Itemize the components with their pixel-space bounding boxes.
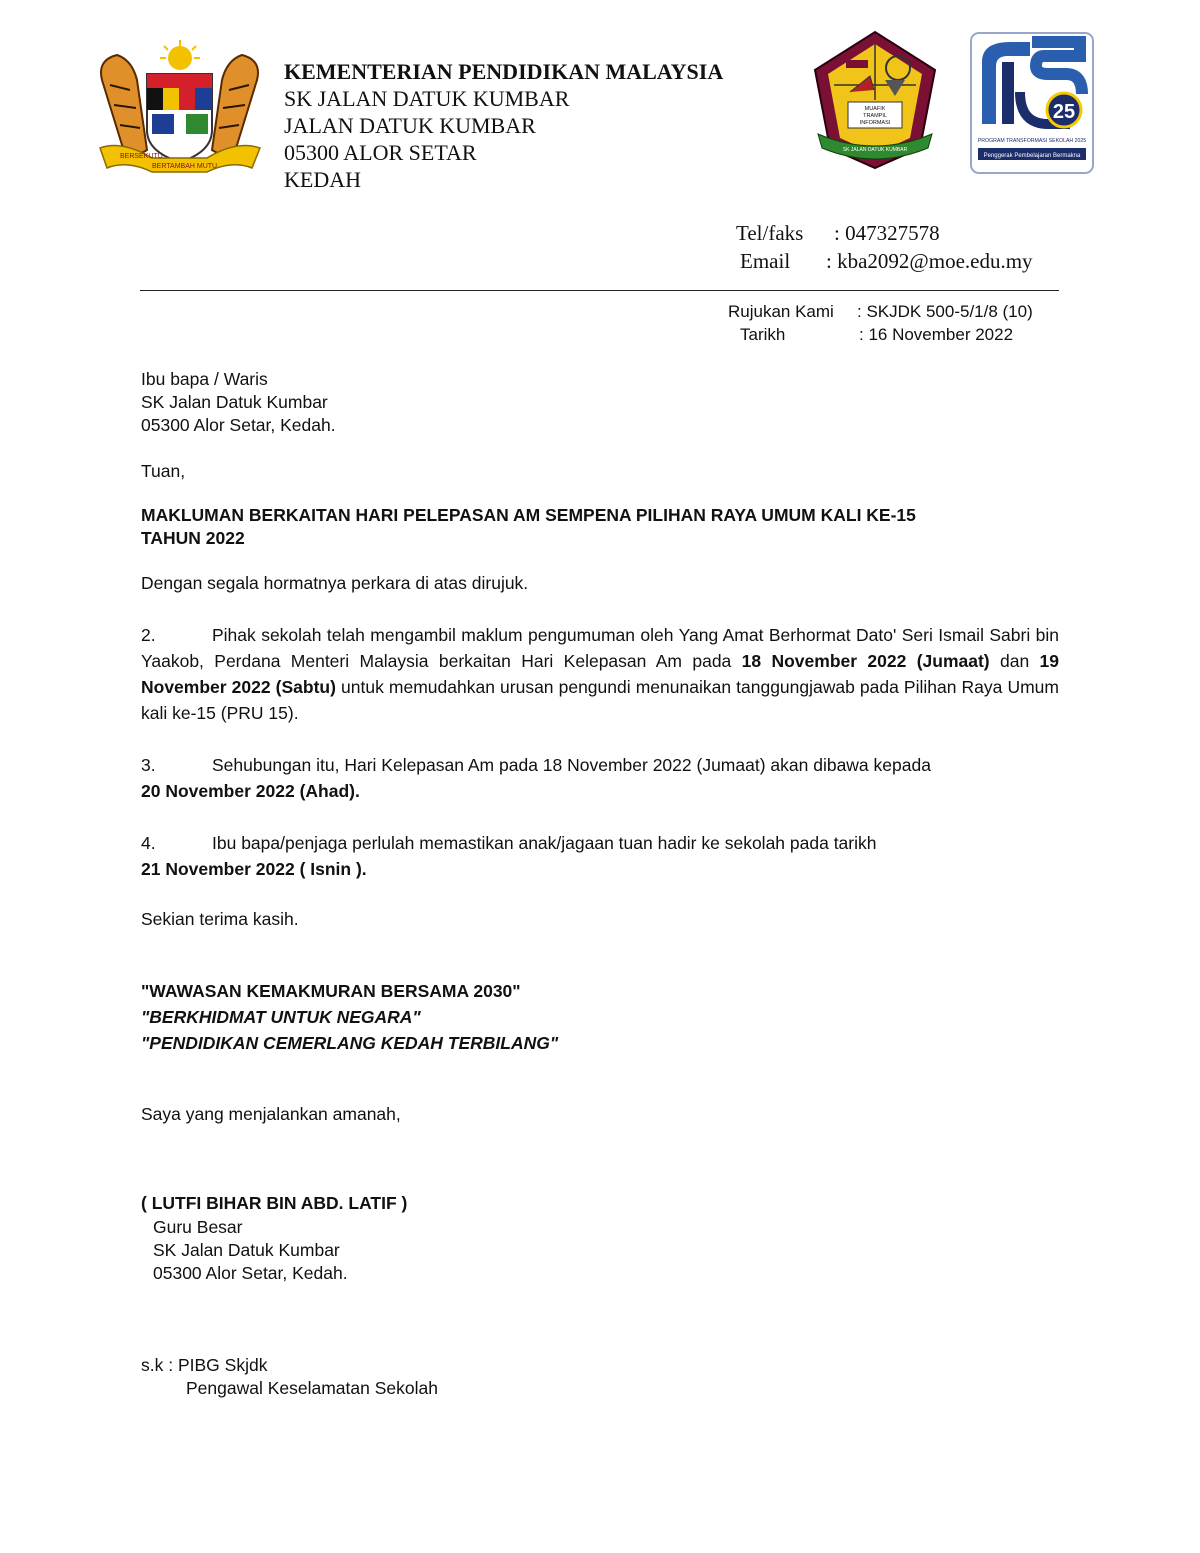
tel-label: Tel/faks	[736, 221, 804, 245]
school-address-line-1: JALAN DATUK KUMBAR	[284, 113, 536, 138]
date-value: : 16 November 2022	[859, 325, 1014, 344]
signature-intro: Saya yang menjalankan amanah,	[141, 1104, 401, 1124]
cc-item-2: Pengawal Keselamatan Sekolah	[186, 1378, 438, 1398]
paragraph-2-text-b: dan	[989, 651, 1040, 671]
motto-berkhidmat: "BERKHIDMAT UNTUK NEGARA"	[141, 1007, 421, 1027]
paragraph-3-text: Sehubungan itu, Hari Kelepasan Am pada 18 November 2022 (Jumaat) akan dibawa kepada	[212, 755, 931, 775]
cc-label: s.k :	[141, 1355, 174, 1375]
reference-label: Rujukan Kami	[728, 302, 834, 321]
school-address-line-3: KEDAH	[284, 167, 361, 192]
school-name: SK JALAN DATUK KUMBAR	[284, 86, 570, 111]
paragraph-4	[141, 830, 1059, 882]
paragraph-3	[141, 752, 1059, 804]
svg-text:SK JALAN DATUK KUMBAR: SK JALAN DATUK KUMBAR	[842, 147, 908, 153]
svg-text:INFORMASI: INFORMASI	[859, 120, 891, 126]
paragraph-2-number: 2.	[141, 625, 156, 645]
paragraph-2	[141, 622, 1059, 726]
recipient-line-2: SK Jalan Datuk Kumbar	[141, 392, 328, 412]
subject-line-1: MAKLUMAN BERKAITAN HARI PELEPASAN AM SEMPENA PILIHAN RAYA UMUM KALI KE-15	[141, 505, 916, 525]
recipient-line-3: 05300 Alor Setar, Kedah.	[141, 415, 336, 435]
paragraph-2-text-c: untuk memudahkan urusan pengundi menunaikan tanggungjawab pada Pilihan Raya Umum kali ke-15 (PRU 15).	[141, 677, 1059, 723]
date-label: Tarikh	[740, 325, 786, 344]
ministry-name: KEMENTERIAN PENDIDIKAN MALAYSIA	[284, 59, 724, 84]
svg-text:PROGRAM TRANSFORMASI SEKOLAH 2: PROGRAM TRANSFORMASI SEKOLAH 2025	[977, 138, 1087, 144]
svg-text:BERSEKUTU: BERSEKUTU	[120, 153, 163, 160]
signer-name: ( LUTFI BIHAR BIN ABD. LATIF )	[141, 1193, 408, 1213]
school-address-line-2: 05300 ALOR SETAR	[284, 140, 477, 165]
paragraph-2-date-1: 18 November 2022 (Jumaat)	[741, 651, 990, 671]
subject-line-2: TAHUN 2022	[141, 528, 245, 548]
svg-text:Penggerak Pembelajaran Bermakn: Penggerak Pembelajaran Bermakna	[983, 153, 1081, 159]
email-value: : kba2092@moe.edu.my	[826, 249, 1033, 273]
closing-sentence: Sekian terima kasih.	[141, 909, 299, 929]
paragraph-4-text: Ibu bapa/penjaga perlulah memastikan anak/jagaan tuan hadir ke sekolah pada tarikh	[212, 833, 877, 853]
salutation: Tuan,	[141, 461, 186, 481]
transformasi-sekolah-2025-logo	[970, 32, 1094, 174]
opening-sentence: Dengan segala hormatnya perkara di atas dirujuk.	[141, 573, 529, 593]
svg-text:MUAFIK: MUAFIK	[864, 106, 886, 112]
paragraph-4-date: 21 November 2022 ( Isnin ).	[141, 859, 367, 879]
motto-pendidikan: "PENDIDIKAN CEMERLANG KEDAH TERBILANG"	[141, 1033, 559, 1053]
recipient-line-1: Ibu bapa / Waris	[141, 369, 268, 389]
motto-wawasan: "WAWASAN KEMAKMURAN BERSAMA 2030"	[141, 981, 521, 1001]
school-badge-logo	[810, 30, 940, 170]
paragraph-4-number: 4.	[141, 833, 156, 853]
cc-line	[141, 1354, 267, 1377]
signer-title: Guru Besar	[153, 1217, 243, 1237]
paragraph-3-number: 3.	[141, 755, 156, 775]
cc-item-1: PIBG Skjdk	[177, 1355, 268, 1375]
paragraph-2-date-2: 19 November 2022 (Sabtu)	[141, 651, 1059, 697]
reference-value: : SKJDK 500-5/1/8 (10)	[857, 302, 1033, 321]
signer-school: SK Jalan Datuk Kumbar	[153, 1240, 340, 1260]
malaysia-coat-of-arms-logo	[92, 40, 267, 180]
tel-value: : 047327578	[834, 221, 940, 245]
svg-text:TRAMPIL: TRAMPIL	[863, 113, 887, 119]
paragraph-3-date: 20 November 2022 (Ahad).	[141, 781, 360, 801]
signer-address: 05300 Alor Setar, Kedah.	[153, 1263, 348, 1283]
svg-text:25: 25	[1052, 101, 1076, 123]
header-divider	[140, 290, 1059, 291]
svg-text:BERTAMBAH MUTU: BERTAMBAH MUTU	[152, 163, 218, 170]
email-label: Email	[740, 249, 791, 273]
paragraph-2-text-a: Pihak sekolah telah mengambil maklum pengumuman oleh Yang Amat Berhormat Dato' Seri Ismail Sabri bin Yaakob, Perdana Menteri Malaysia berkaitan Hari Kelepasan Am pada	[141, 625, 1059, 671]
